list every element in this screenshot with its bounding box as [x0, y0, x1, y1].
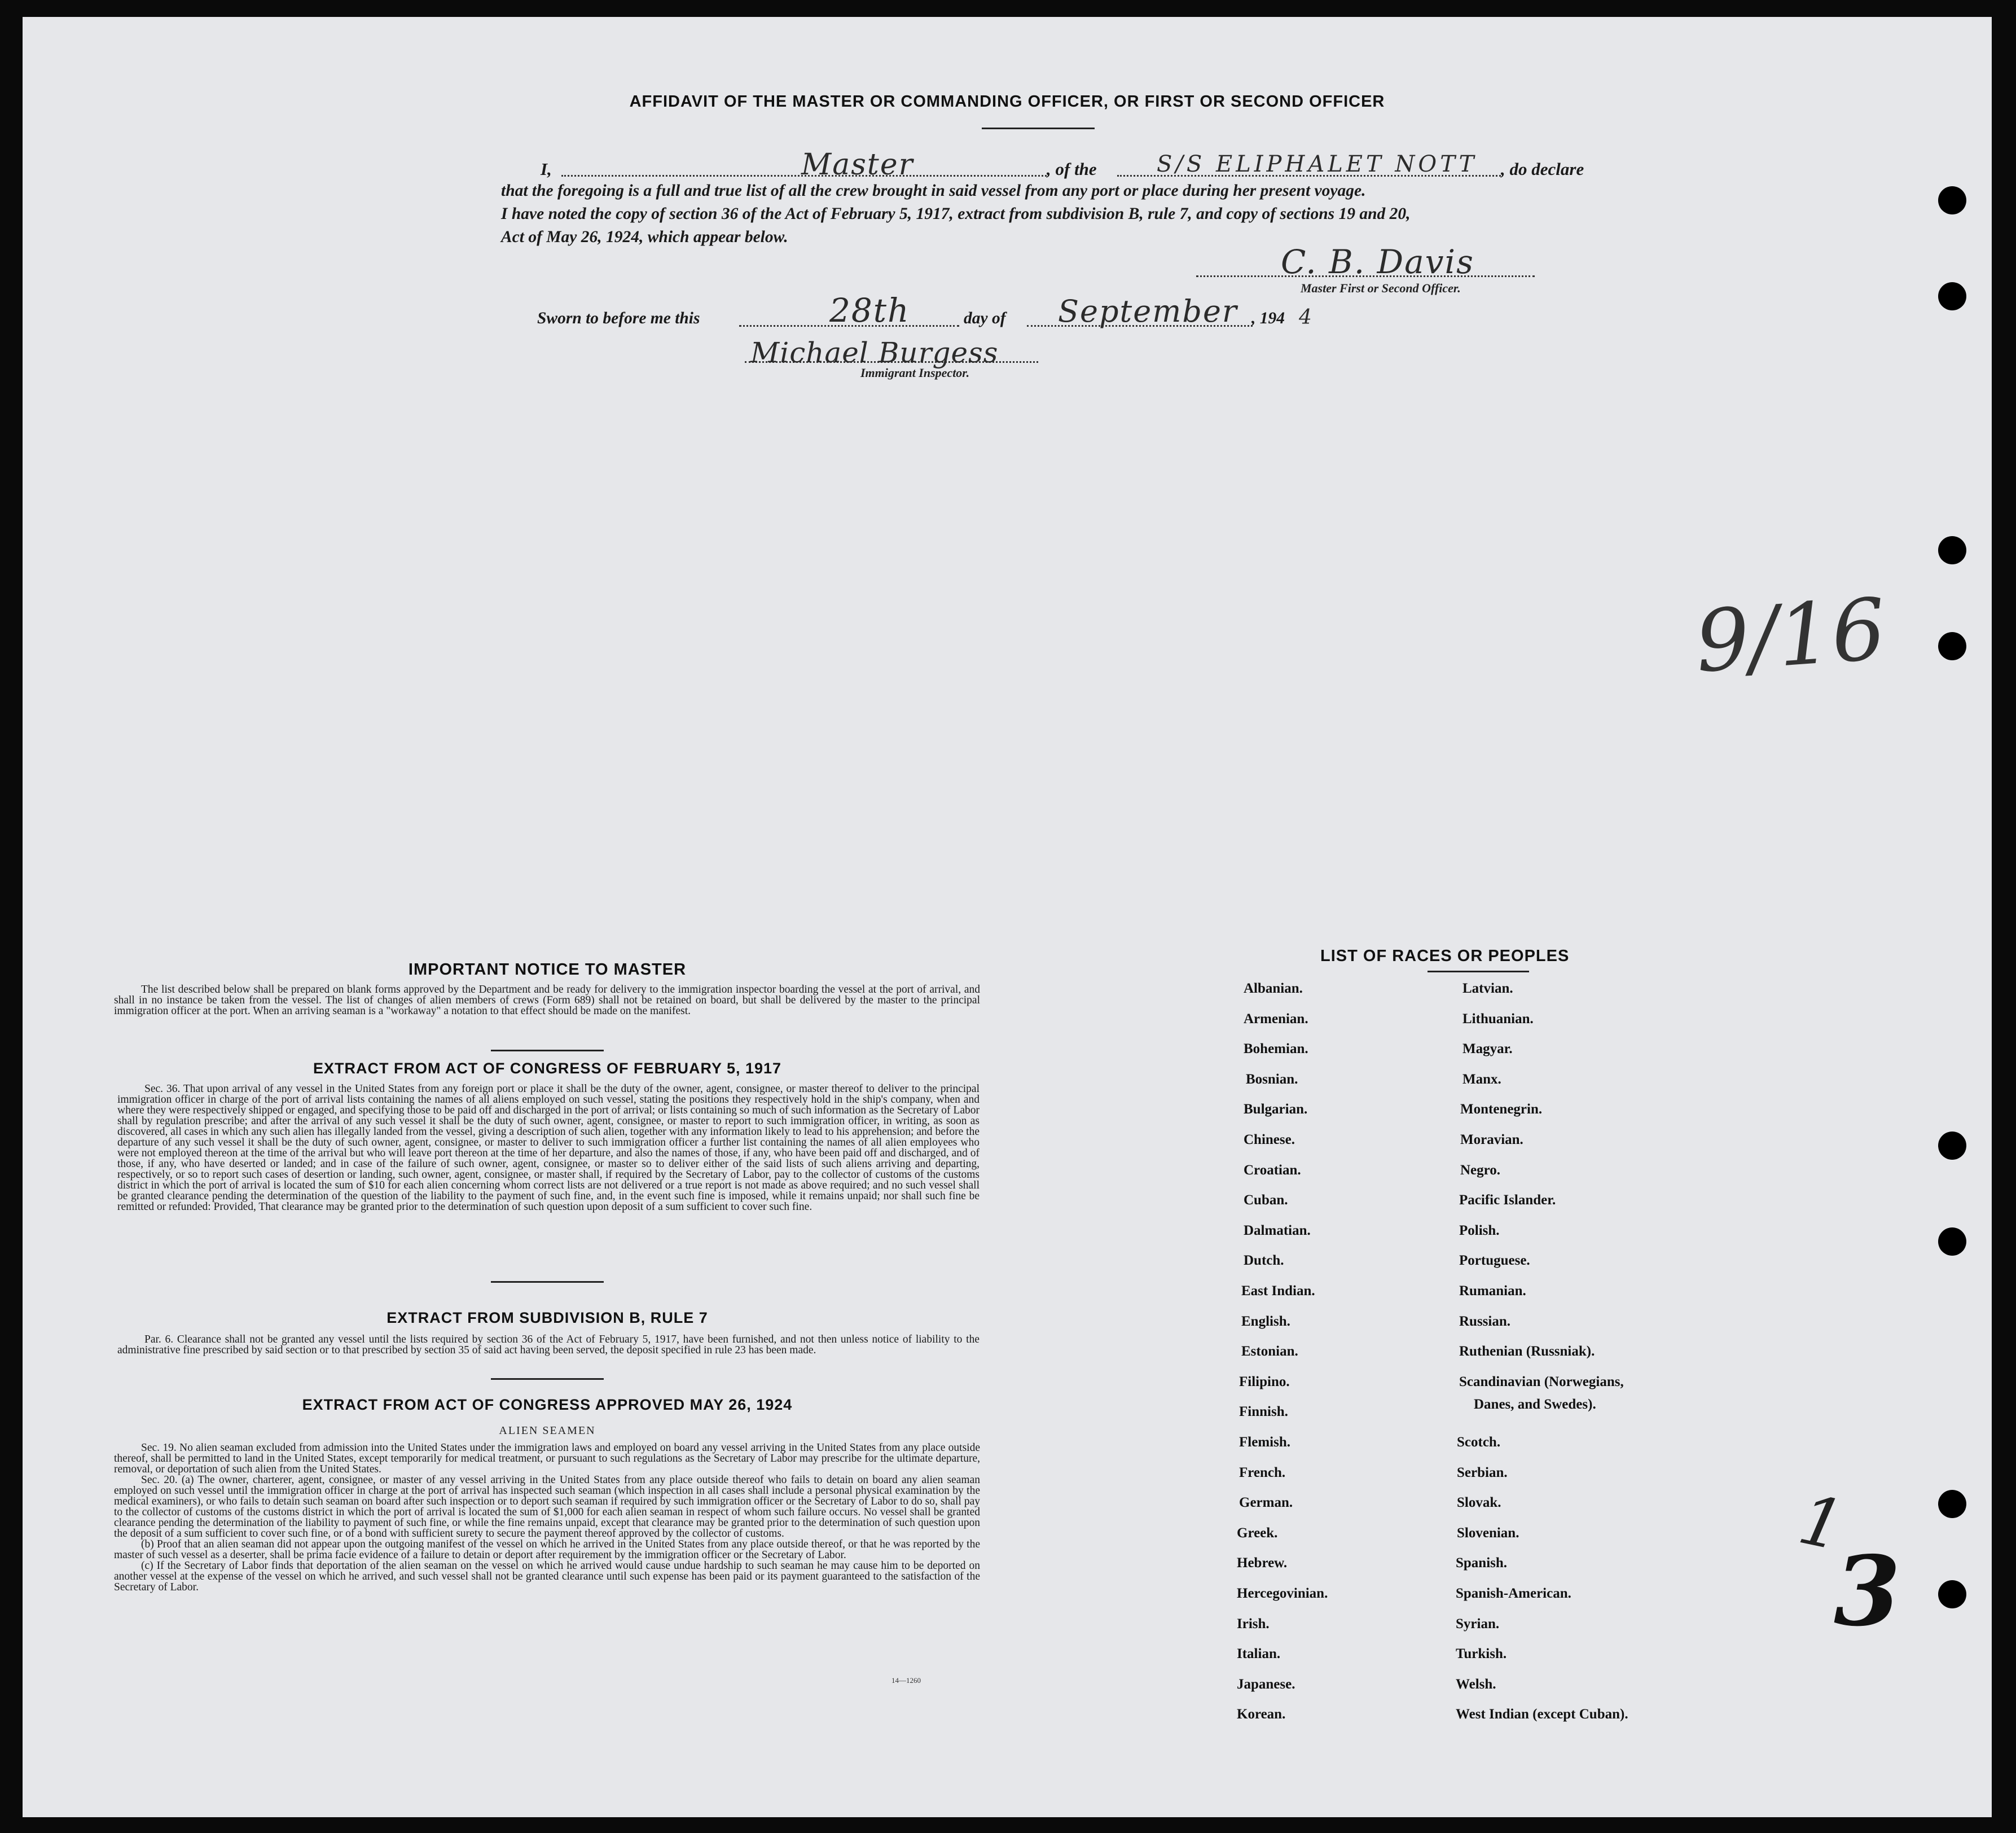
sworn-label: Sworn to before me this [537, 309, 700, 327]
affidavit-line-3: I have noted the copy of section 36 of the Act of February 5, 1917, extract from subdivision B, rule 7, and copy of sections 19 and 20, [501, 205, 1411, 223]
race-item: Portuguese. [1459, 1253, 1530, 1269]
race-item: Chinese. [1244, 1132, 1295, 1147]
master-signature-caption: Master First or Second Officer. [1301, 281, 1461, 295]
punch-hole [1938, 1227, 1966, 1256]
race-item: Polish. [1459, 1222, 1500, 1238]
race-item: Welsh. [1456, 1676, 1496, 1692]
race-item: Dalmatian. [1244, 1222, 1311, 1238]
race-item: German. [1239, 1495, 1293, 1511]
race-item: Magyar. [1462, 1041, 1513, 1057]
sworn-day-value: 28th [829, 291, 910, 330]
races-title-divider [1428, 971, 1529, 972]
extract-1917-title: EXTRACT FROM ACT OF CONGRESS OF FEBRUARY 5, 1917 [313, 1060, 782, 1077]
declarant-i-label: I, [541, 159, 552, 179]
race-item: Dutch. [1244, 1253, 1284, 1269]
section-20a-paragraph: Sec. 20. (a) The owner, charterer, agent, consignee, or master of any vessel arriving in the United States from any place outside thereof who fails to detain on board any alien seaman employed on such vessel until the immigration officer in charge at the port of arrival has inspected such seaman (which inspection in all cases shall include a personal physical examination by the medical examiners), or who fails to detain such seaman on board after such inspection or to deport such seaman if required by such immigration officer or the Secretary of Labor to do so, shall pay to the collector of customs of the customs district in which the port of arrival is located the sum of $1,000 for each alien seaman in respect of whom such failure occurs. No vessel shall be granted clearance pending the determination of the liability to payment of such fine, or while the fine remains unpaid, except that clearance may be granted prior to the determination of such question upon the deposit of a sum sufficient to cover such fine, or of a bond with sufficient surety to secure the payment thereof approved by the collector of customs. [114, 1474, 980, 1540]
race-item: Scotch. [1457, 1435, 1501, 1450]
rule-7-title: EXTRACT FROM SUBDIVISION B, RULE 7 [386, 1309, 708, 1326]
race-item: Russian. [1459, 1313, 1511, 1329]
race-item: Latvian. [1462, 981, 1513, 996]
section-19-paragraph: Sec. 19. No alien seaman excluded from admission into the United States under the immigration laws and employed on board any vessel arriving in the United States from any place outside thereof, shall be permitted to land in the United States, except temporarily for medical treatment, or pursuant to such regulations as the Secretary of Labor may prescribe for the ultimate departure, removal, or deportation of such alien from the United States. [114, 1442, 980, 1475]
race-item: Slovak. [1457, 1495, 1501, 1511]
punch-hole [1938, 282, 1966, 310]
year-label: , 194 [1251, 309, 1285, 327]
margin-mark-3: 3 [1834, 1535, 1901, 1648]
race-item: Cuban. [1244, 1192, 1288, 1208]
race-item: English. [1241, 1313, 1290, 1329]
race-item: Scandinavian (Norwegians, [1459, 1374, 1624, 1389]
vessel-name-value: S/S ELIPHALET NOTT [1157, 151, 1478, 177]
race-item: Croatian. [1244, 1162, 1301, 1178]
race-item: Serbian. [1457, 1464, 1508, 1480]
alien-seamen-subtitle: ALIEN SEAMEN [499, 1424, 596, 1437]
race-item: French. [1239, 1464, 1286, 1480]
section-20c-paragraph: (c) If the Secretary of Labor finds that deportation of the alien seaman on the vessel on which he arrived would cause undue hardship to such seaman he may cause him to be deported on another vessel at the expense of the vessel on which he arrived, and such vessel shall not be granted clearance until such expense has been paid or its payment guaranteed to the satisfaction of the Secretary of Labor. [114, 1560, 980, 1593]
race-item: Spanish-American. [1456, 1586, 1571, 1601]
sworn-month-value: September [1058, 293, 1238, 329]
extract-1924-text [114, 1442, 980, 1593]
race-item: Moravian. [1460, 1132, 1523, 1147]
section-36-paragraph: Sec. 36. That upon arrival of any vessel in the United States from any foreign port or place it shall be the duty of the owner, agent, consignee, or master thereof to deliver to the principal immigration officer in charge of the port of arrival lists containing the names of all aliens employed on such vessel, stating the positions they respectively hold in the ship's company, when and where they were respectively shipped or engaged, and specifying those to be paid off and discharged in the port of arrival; or lists containing so much of such information as the Secretary of Labor shall by regulation prescribe; and after the arrival of any such vessel it shall be the duty of such owner, agent, consignee, or master to report to such immigration officer, in writing, as soon as discovered, all cases in which any such alien has illegally landed from the vessel, giving a description of such alien, together with any information likely to lead to his apprehension; and before the departure of any such vessel it shall be the duty of such owner, agent, consignee, or master to deliver to such immigration officer a further list containing the names of all alien employees who were not employed thereon at the time of the arrival but who will leave port thereon at the time of her departure, and also the names of those, if any, who have been paid off and discharged, and of those, if any, who have deserted or landed; and in case of the failure of such owner, agent, consignee, or master so to deliver either of the said lists of such aliens arriving and departing, respectively, or so to report such cases of desertion or landing, such owner, agent, consignee, or master shall, if required by the Secretary of Labor, pay to the collector of customs of the customs district in which the port of arrival is located the sum of $10 for each alien concerning whom correct lists are not delivered or a true report is not made as above required; and no such vessel shall be granted clearance pending the determination of the question of the liability to the payment of such fine, and, in the event such fine is imposed, while it remains unpaid; nor shall such fine be remitted or refunded: Provided, That clearance may be granted prior to the determination of such question upon deposit of a sum sufficient to cover such fine. [117, 1083, 980, 1213]
race-item: Manx. [1462, 1071, 1501, 1087]
race-item: Bohemian. [1244, 1041, 1308, 1057]
race-item: Pacific Islander. [1459, 1192, 1556, 1208]
rule-7-divider [491, 1378, 604, 1380]
of-the-label: , of the [1047, 159, 1097, 179]
notice-divider [491, 1050, 604, 1051]
do-declare-label: , do declare [1501, 159, 1584, 179]
race-item: Hercegovinian. [1237, 1586, 1328, 1601]
document-page [23, 17, 1992, 1817]
notice-text [114, 984, 980, 1016]
race-item: Negro. [1460, 1162, 1501, 1178]
race-item: Greek. [1237, 1525, 1278, 1541]
extract-1924-title: EXTRACT FROM ACT OF CONGRESS APPROVED MAY 26, 1924 [302, 1396, 793, 1413]
notice-title: IMPORTANT NOTICE TO MASTER [408, 961, 687, 979]
race-item: East Indian. [1241, 1283, 1315, 1299]
races-list-title: LIST OF RACES OR PEOPLES [1320, 947, 1570, 965]
race-item: Hebrew. [1237, 1555, 1288, 1571]
year-value: 4 [1299, 306, 1313, 329]
punch-hole [1938, 632, 1966, 660]
race-item: Danes, and Swedes). [1474, 1397, 1596, 1412]
affidavit-title: AFFIDAVIT OF THE MASTER OR COMMANDING OFFICER, OR FIRST OR SECOND OFFICER [629, 93, 1385, 111]
punch-hole [1938, 1580, 1966, 1608]
section-20b-paragraph: (b) Proof that an alien seaman did not appear upon the outgoing manifest of the vessel on which he arrived in the United States from any place outside thereof, or that he was reported by the master of such vessel as a deserter, shall be prima facie evidence of a failure to detain or deport after requirement by the immigration officer or the Secretary of Labor. [114, 1538, 980, 1561]
inspector-caption: Immigrant Inspector. [860, 366, 970, 380]
notice-paragraph: The list described below shall be prepared on blank forms approved by the Department and be ready for delivery to the immigration inspector boarding the vessel at the port of arrival, and shall in no instance be taken from the vessel. The list of changes of alien members of crews (Form 689) shall not be retained on board, but shall be delivered by the master to the principal immigration officer at the port. When an arriving seaman is a "workaway" a notation to that effect should be made on the manifest. [114, 984, 980, 1017]
race-item: Spanish. [1456, 1555, 1508, 1571]
punch-hole [1938, 536, 1966, 564]
race-item: Filipino. [1239, 1374, 1290, 1389]
punch-hole [1938, 1490, 1966, 1518]
affidavit-line-4: Act of May 26, 1924, which appear below. [501, 228, 788, 246]
race-item: Bosnian. [1246, 1071, 1298, 1087]
race-item: Turkish. [1456, 1646, 1507, 1662]
punch-hole [1938, 1132, 1966, 1160]
race-item: Syrian. [1456, 1616, 1500, 1632]
race-item: West Indian (except Cuban). [1456, 1707, 1628, 1722]
race-item: Rumanian. [1459, 1283, 1526, 1299]
title-divider [982, 128, 1095, 129]
margin-fraction-note: 9/16 [1692, 580, 1889, 692]
day-of-label: day of [964, 309, 1006, 327]
race-item: Japanese. [1237, 1676, 1295, 1692]
extract-1917-divider [491, 1281, 604, 1283]
rule-7-paragraph: Par. 6. Clearance shall not be granted any vessel until the lists required by section 36 of the Act of February 5, 1917, have been furnished, and not then unless notice of liability to the administrative fine prescribed by said section or to that prescribed by section 35 of said act having been served, the deposit specified in rule 23 has been made. [117, 1334, 980, 1356]
declarant-name-value: Master [801, 148, 914, 182]
race-item: Armenian. [1244, 1011, 1308, 1027]
race-item: Albanian. [1244, 981, 1303, 996]
race-item: Montenegrin. [1460, 1102, 1543, 1117]
race-item: Korean. [1237, 1707, 1286, 1722]
form-number: 14—1260 [891, 1676, 921, 1685]
race-item: Ruthenian (Russniak). [1459, 1344, 1595, 1360]
race-item: Slovenian. [1457, 1525, 1519, 1541]
punch-hole [1938, 186, 1966, 214]
race-item: Flemish. [1239, 1435, 1290, 1450]
race-item: Bulgarian. [1244, 1102, 1308, 1117]
master-signature: C. B. Davis [1281, 243, 1474, 281]
race-item: Finnish. [1239, 1404, 1288, 1420]
inspector-signature: Michael Burgess [750, 336, 999, 369]
race-item: Italian. [1237, 1646, 1281, 1662]
race-item: Irish. [1237, 1616, 1270, 1632]
extract-1917-text [117, 1084, 980, 1212]
affidavit-line-2: that the foregoing is a full and true list of all the crew brought in said vessel from any port or place during her present voyage. [501, 182, 1366, 200]
margin-mark-1: 1 [1792, 1480, 1852, 1567]
race-item: Lithuanian. [1462, 1011, 1534, 1027]
rule-7-text [117, 1334, 980, 1356]
race-item: Estonian. [1241, 1344, 1298, 1360]
